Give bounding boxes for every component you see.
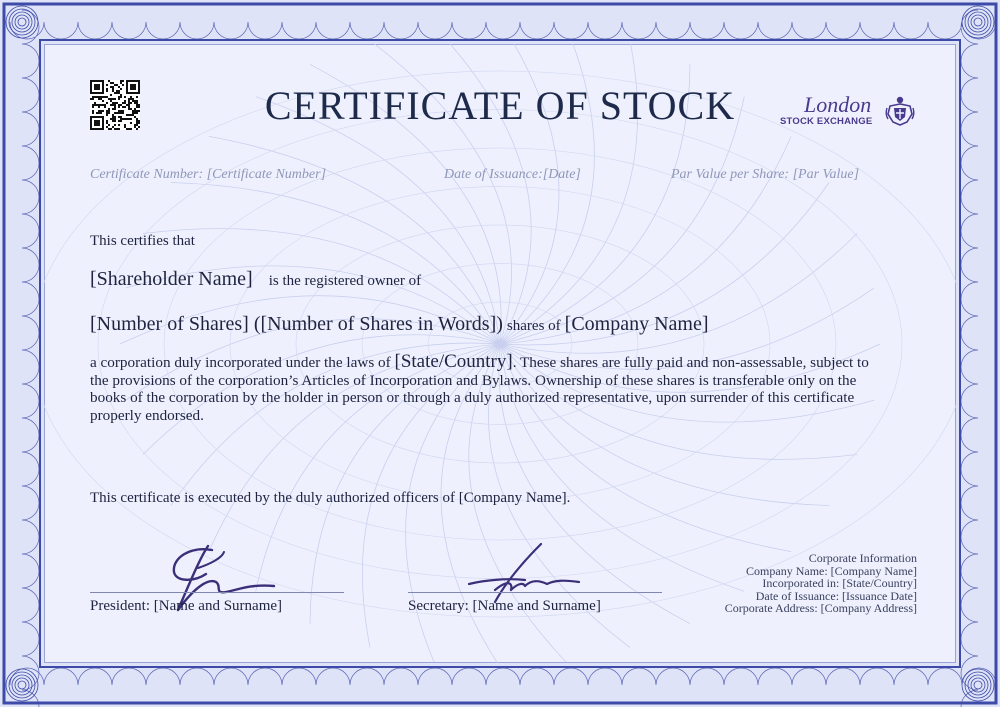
secretary-signature-line [408,592,662,593]
shares-row [90,313,709,336]
president-signature-line [90,592,344,593]
corporate-info-heading: Corporate Information [808,551,917,565]
paragraph-intro: a corporation duly incorporated under the laws of [90,354,391,371]
paragraph-terms: . These shares are fully paid and non-assessable, subject to the provisions of the corporation’s Articles of Incorporation and Bylaws. Ownership of these shares is transferable only on the books of the corporation by the holder in person or through a duly authorized representative, upon surrender of this certificate properly endorsed. [90,354,869,424]
president-label: President: [Name and Surname] [90,598,283,614]
incorporation-paragraph [90,353,880,424]
executed-statement: This certificate is executed by the duly authorized officers of [Company Name]. [90,490,571,506]
state-country: [State/Country] [394,351,513,372]
certificate-title: CERTIFICATE OF STOCK [264,83,736,128]
shareholder-row [90,268,421,291]
registered-owner-text: is the registered owner of [268,273,422,289]
certifies-line: This certifies that [90,233,195,249]
corporate-info-incorporated: Incorporated in: [State/Country] [762,576,917,590]
logo-wordmark-london: London [804,92,872,117]
corporate-info-address: Corporate Address: [Company Address] [724,601,917,615]
date-of-issuance: Date of Issuance:[Date] [444,167,581,182]
secretary-label: Secretary: [Name and Surname] [408,598,601,614]
exchange-logo [778,94,918,130]
number-of-shares: [Number of Shares] ([Number of Shares in Words]) [90,313,503,335]
corporate-information [725,552,917,615]
par-value: Par Value per Share: [Par Value] [671,167,860,182]
corporate-info-company: Company Name: [Company Name] [746,563,917,578]
certificate-number: Certificate Number: [Certificate Number] [90,167,327,182]
shareholder-name: [Shareholder Name] [90,268,253,290]
logo-wordmark-exchange: STOCK EXCHANGE [780,116,873,127]
company-name: [Company Name] [564,313,709,335]
shares-of-text: shares of [506,318,561,334]
corporate-info-issuance: Date of Issuance: [Issuance Date] [755,588,917,603]
crest-icon [884,94,916,126]
